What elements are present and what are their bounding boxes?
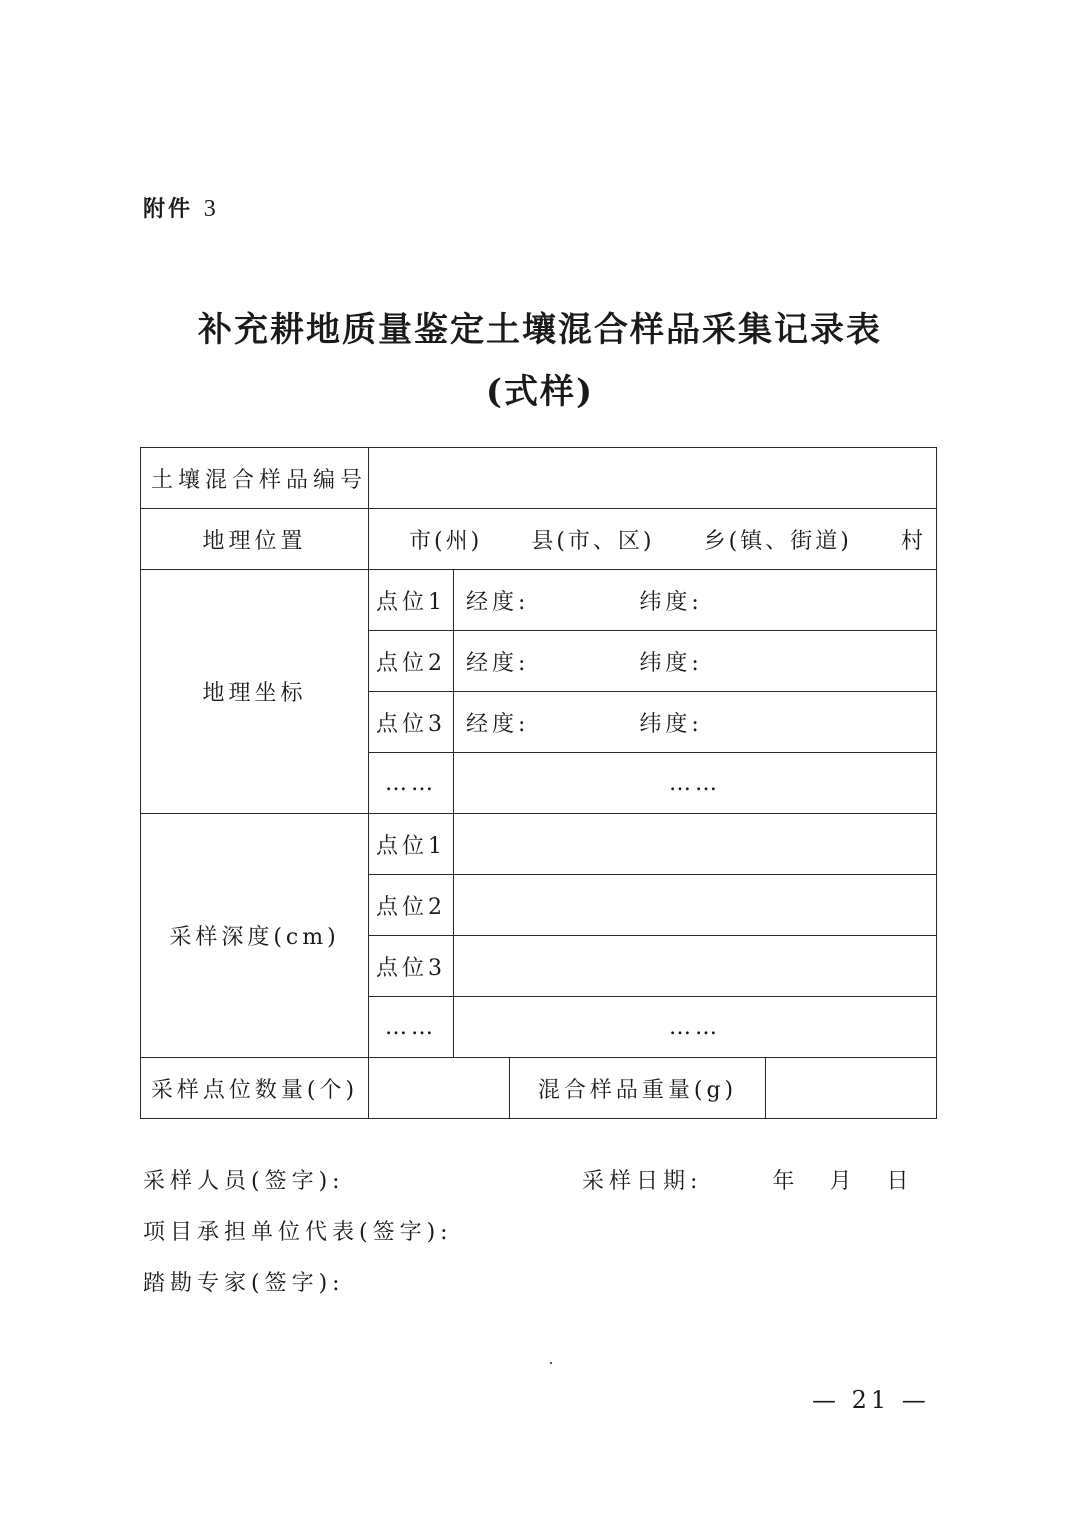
unit-rep-signature: 项目承担单位代表(签字): bbox=[143, 1220, 453, 1245]
depth-field[interactable] bbox=[454, 936, 937, 997]
latitude-label: 纬度: bbox=[639, 711, 703, 737]
document-title: 补充耕地质量鉴定土壤混合样品采集记录表 bbox=[198, 310, 882, 350]
location-row bbox=[141, 509, 937, 570]
page-number: — 21 — bbox=[812, 1386, 930, 1414]
longitude-label: 经度: bbox=[466, 711, 530, 737]
location-village: 村 bbox=[900, 528, 926, 554]
coord-field[interactable] bbox=[454, 570, 937, 631]
coord-point-label: 点位3 bbox=[369, 692, 454, 753]
depth-label: 采样深度(cm) bbox=[141, 814, 369, 1058]
location-field[interactable] bbox=[369, 509, 937, 570]
record-form-table bbox=[140, 447, 937, 1119]
attachment-number: 3 bbox=[203, 196, 219, 222]
weight-field[interactable] bbox=[766, 1058, 937, 1119]
sample-id-label: 土壤混合样品编号 bbox=[141, 448, 369, 509]
longitude-label: 经度: bbox=[466, 589, 530, 615]
ellipsis-text: …… bbox=[369, 753, 454, 814]
coord-point-label: 点位1 bbox=[369, 570, 454, 631]
ellipsis-text: …… bbox=[369, 997, 454, 1058]
location-city: 市(州) bbox=[409, 528, 483, 554]
depth-field[interactable] bbox=[454, 875, 937, 936]
coord-point-label: 点位2 bbox=[369, 631, 454, 692]
sampling-date bbox=[582, 1164, 913, 1195]
count-field[interactable] bbox=[369, 1058, 510, 1119]
day-label: 日 bbox=[886, 1169, 914, 1194]
latitude-label: 纬度: bbox=[639, 650, 703, 676]
depth-point-label: 点位1 bbox=[369, 814, 454, 875]
coords-label: 地理坐标 bbox=[141, 570, 369, 814]
longitude-label: 经度: bbox=[466, 650, 530, 676]
depth-point-label: 点位2 bbox=[369, 875, 454, 936]
attachment-label bbox=[143, 192, 219, 223]
attachment-text: 附件 bbox=[143, 197, 194, 222]
latitude-label: 纬度: bbox=[639, 589, 703, 615]
sampler-signature: 采样人员(签字): bbox=[143, 1169, 345, 1194]
coord-row bbox=[141, 570, 937, 631]
depth-field[interactable] bbox=[454, 814, 937, 875]
location-label: 地理位置 bbox=[141, 509, 369, 570]
ellipsis-text: …… bbox=[454, 997, 937, 1058]
year-label: 年 bbox=[772, 1169, 800, 1194]
count-label: 采样点位数量(个) bbox=[141, 1058, 369, 1119]
location-township: 乡(镇、街道) bbox=[703, 528, 852, 554]
ellipsis-text: …… bbox=[454, 753, 937, 814]
coord-field[interactable] bbox=[454, 631, 937, 692]
sample-id-field[interactable] bbox=[369, 448, 937, 509]
expert-signature: 踏勘专家(签字): bbox=[143, 1271, 345, 1296]
sample-id-row bbox=[141, 448, 937, 509]
depth-row bbox=[141, 814, 937, 875]
document-subtitle: (式样) bbox=[485, 372, 595, 412]
count-weight-row bbox=[141, 1058, 937, 1119]
date-label: 采样日期: bbox=[582, 1169, 703, 1194]
location-county: 县(市、区) bbox=[531, 528, 655, 554]
scan-speck bbox=[550, 1362, 552, 1364]
depth-point-label: 点位3 bbox=[369, 936, 454, 997]
month-label: 月 bbox=[829, 1169, 857, 1194]
coord-field[interactable] bbox=[454, 692, 937, 753]
weight-label: 混合样品重量(g) bbox=[510, 1058, 766, 1119]
